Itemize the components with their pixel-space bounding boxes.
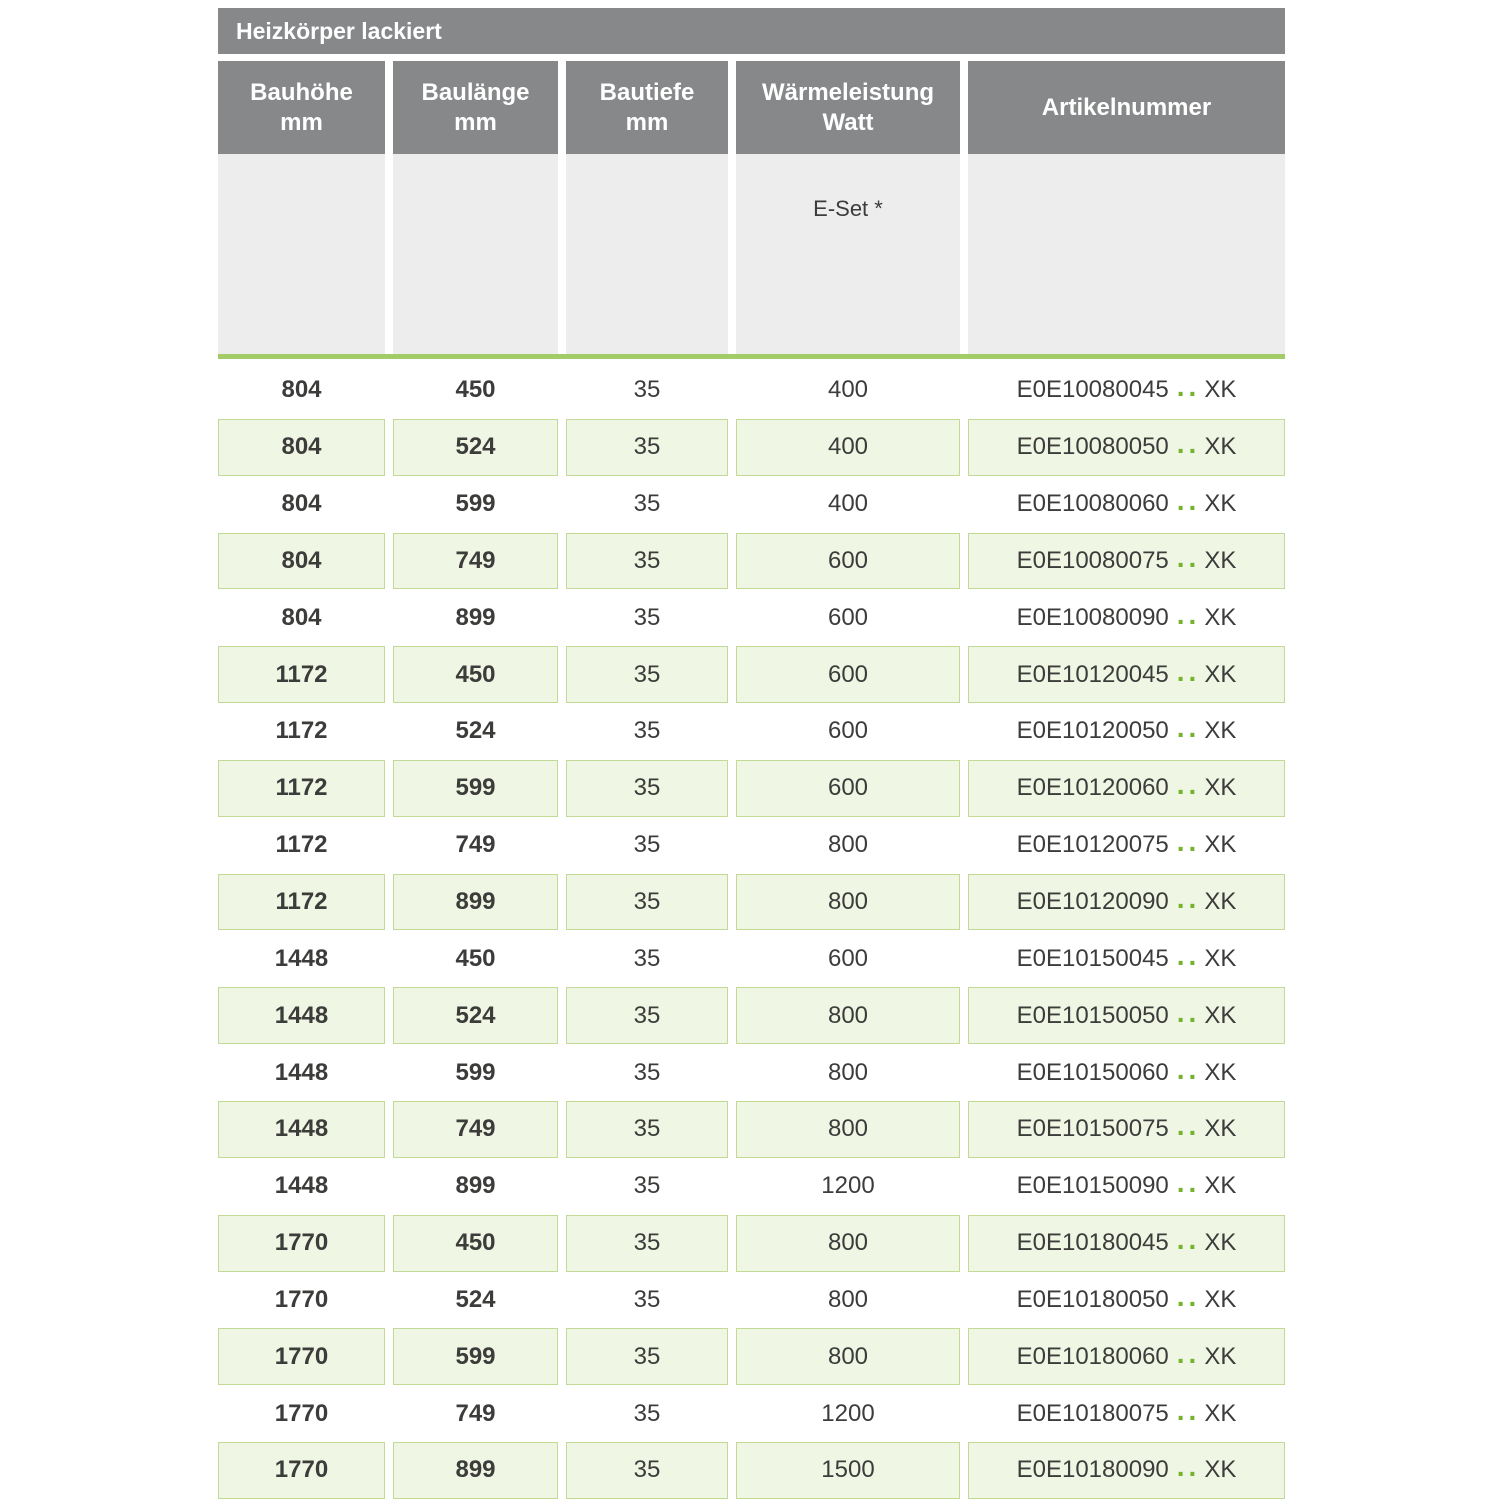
- table-cell: 1770: [218, 1272, 385, 1329]
- table-cell: 599: [393, 1044, 558, 1101]
- table-cell: 800: [736, 1044, 960, 1101]
- table-cell: 1172: [218, 817, 385, 874]
- table-cell: [968, 362, 1285, 419]
- table-cell: 35: [566, 1215, 728, 1272]
- column-header-0: [218, 61, 385, 154]
- article-number: E0E10150050: [1016, 1001, 1169, 1029]
- subheader-cell-1: [393, 154, 558, 354]
- table-cell: 804: [218, 419, 385, 476]
- column-header-label: Bautiefe: [599, 78, 695, 106]
- table-cell: [968, 1442, 1285, 1499]
- table-cell: 1448: [218, 1044, 385, 1101]
- column-header-3: [736, 61, 960, 154]
- column-header-label: mm: [280, 108, 323, 136]
- table-cell: 1172: [218, 874, 385, 931]
- table-cell: 1770: [218, 1215, 385, 1272]
- table-cell: 599: [393, 476, 558, 533]
- column-header-label: Watt: [822, 108, 874, 136]
- article-suffix: XK: [1204, 1342, 1237, 1370]
- table-cell: 599: [393, 760, 558, 817]
- table-cell: 1172: [218, 703, 385, 760]
- table-cell: 35: [566, 1442, 728, 1499]
- table-cell: 524: [393, 987, 558, 1044]
- article-suffix: XK: [1204, 1172, 1237, 1200]
- column-header-1: [393, 61, 558, 154]
- table-cell: 400: [736, 419, 960, 476]
- article-dots: ..: [1176, 1224, 1201, 1256]
- table-cell: [968, 1385, 1285, 1442]
- table-cell: 524: [393, 419, 558, 476]
- article-number: E0E10180060: [1016, 1342, 1169, 1370]
- table-cell: 450: [393, 362, 558, 419]
- article-number: E0E10180045: [1016, 1229, 1169, 1257]
- table-cell: 450: [393, 1215, 558, 1272]
- table-cell: 800: [736, 1328, 960, 1385]
- table-cell: [968, 874, 1285, 931]
- table-cell: 800: [736, 987, 960, 1044]
- article-number: E0E10180090: [1016, 1456, 1169, 1484]
- table-cell: 1448: [218, 930, 385, 987]
- table-cell: 899: [393, 589, 558, 646]
- table-cell: 35: [566, 419, 728, 476]
- table-cell: 600: [736, 930, 960, 987]
- column-header-label: Baulänge: [421, 78, 530, 106]
- article-dots: ..: [1176, 996, 1201, 1028]
- table-cell: 749: [393, 1385, 558, 1442]
- table-cell: 35: [566, 646, 728, 703]
- table-cell: 600: [736, 589, 960, 646]
- article-dots: ..: [1176, 712, 1201, 744]
- article-number: E0E10120045: [1016, 660, 1169, 688]
- article-suffix: XK: [1204, 603, 1237, 631]
- article-number: E0E10120060: [1016, 774, 1169, 802]
- article-number: E0E10150075: [1016, 1115, 1169, 1143]
- table-cell: 800: [736, 1272, 960, 1329]
- article-suffix: XK: [1204, 944, 1237, 972]
- article-suffix: XK: [1204, 1058, 1237, 1086]
- article-suffix: XK: [1204, 1229, 1237, 1257]
- table-cell: 35: [566, 1158, 728, 1215]
- table-cell: 35: [566, 874, 728, 931]
- article-dots: ..: [1176, 371, 1201, 403]
- article-number: E0E10080050: [1016, 433, 1169, 461]
- article-number: E0E10120075: [1016, 831, 1169, 859]
- table-cell: 600: [736, 760, 960, 817]
- article-dots: ..: [1176, 939, 1201, 971]
- table-cell: 35: [566, 476, 728, 533]
- subheader-cell-2: [566, 154, 728, 354]
- table-cell: [968, 703, 1285, 760]
- table-cell: 800: [736, 817, 960, 874]
- table-cell: 749: [393, 533, 558, 590]
- subheader-cell-0: [218, 154, 385, 354]
- article-dots: ..: [1176, 485, 1201, 517]
- article-number: E0E10180075: [1016, 1399, 1169, 1427]
- article-dots: ..: [1176, 1337, 1201, 1369]
- table-cell: 400: [736, 362, 960, 419]
- article-number: E0E10150060: [1016, 1058, 1169, 1086]
- table-cell: [968, 930, 1285, 987]
- article-dots: ..: [1176, 1167, 1201, 1199]
- table-cell: 35: [566, 362, 728, 419]
- article-dots: ..: [1176, 883, 1201, 915]
- table-cell: 800: [736, 874, 960, 931]
- table-cell: 35: [566, 1328, 728, 1385]
- column-header-label: Bauhöhe: [250, 78, 353, 106]
- table-cell: 804: [218, 362, 385, 419]
- table-cell: [968, 1101, 1285, 1158]
- article-suffix: XK: [1204, 546, 1237, 574]
- article-suffix: XK: [1204, 1001, 1237, 1029]
- table-cell: [968, 589, 1285, 646]
- article-suffix: XK: [1204, 1115, 1237, 1143]
- table-cell: 35: [566, 703, 728, 760]
- table-cell: 35: [566, 760, 728, 817]
- table-cell: 749: [393, 1101, 558, 1158]
- table-cell: 1172: [218, 760, 385, 817]
- article-number: E0E10120090: [1016, 888, 1169, 916]
- article-number: E0E10080060: [1016, 490, 1169, 518]
- table-cell: 804: [218, 476, 385, 533]
- article-dots: ..: [1176, 1394, 1201, 1426]
- table-cell: 35: [566, 533, 728, 590]
- table-cell: 1770: [218, 1442, 385, 1499]
- article-suffix: XK: [1204, 490, 1237, 518]
- table-cell: [968, 1158, 1285, 1215]
- table-cell: [968, 987, 1285, 1044]
- table-cell: [968, 1044, 1285, 1101]
- column-header-4: [968, 61, 1285, 154]
- table-cell: [968, 817, 1285, 874]
- article-suffix: XK: [1204, 1399, 1237, 1427]
- table-cell: 1448: [218, 987, 385, 1044]
- table-cell: 800: [736, 1215, 960, 1272]
- subheader-cell-4: [968, 154, 1285, 354]
- table-cell: 524: [393, 1272, 558, 1329]
- article-number: E0E10150090: [1016, 1172, 1169, 1200]
- article-suffix: XK: [1204, 831, 1237, 859]
- article-number: E0E10080045: [1016, 376, 1169, 404]
- table-cell: 1770: [218, 1328, 385, 1385]
- table-cell: [968, 476, 1285, 533]
- table-cell: [968, 1272, 1285, 1329]
- table-cell: 450: [393, 930, 558, 987]
- table-cell: 899: [393, 1442, 558, 1499]
- article-dots: ..: [1176, 428, 1201, 460]
- article-dots: ..: [1176, 826, 1201, 858]
- table-grid: [218, 61, 1285, 1499]
- table-cell: [968, 1215, 1285, 1272]
- article-number: E0E10180050: [1016, 1285, 1169, 1313]
- column-header-2: [566, 61, 728, 154]
- article-dots: ..: [1176, 598, 1201, 630]
- table-cell: 600: [736, 646, 960, 703]
- table-cell: 804: [218, 589, 385, 646]
- column-header-label: Wärmeleistung: [761, 78, 935, 106]
- table-cell: 35: [566, 1101, 728, 1158]
- article-dots: ..: [1176, 1451, 1201, 1483]
- table-cell: 35: [566, 817, 728, 874]
- table-cell: 524: [393, 703, 558, 760]
- table-cell: [968, 419, 1285, 476]
- table-cell: 899: [393, 874, 558, 931]
- column-header-label: Artikelnummer: [1041, 93, 1212, 121]
- article-number: E0E10080075: [1016, 546, 1169, 574]
- article-dots: ..: [1176, 1280, 1201, 1312]
- table-cell: 1172: [218, 646, 385, 703]
- article-suffix: XK: [1204, 774, 1237, 802]
- table-cell: 400: [736, 476, 960, 533]
- table-cell: 1448: [218, 1101, 385, 1158]
- table-cell: 450: [393, 646, 558, 703]
- table-cell: 749: [393, 817, 558, 874]
- article-suffix: XK: [1204, 888, 1237, 916]
- column-header-label: mm: [625, 108, 669, 136]
- table-cell: 800: [736, 1101, 960, 1158]
- table-cell: 35: [566, 1272, 728, 1329]
- article-dots: ..: [1176, 655, 1201, 687]
- table-title: Heizkörper lackiert: [236, 17, 442, 44]
- green-divider-line: [218, 354, 1285, 359]
- table-cell: 1200: [736, 1385, 960, 1442]
- table-cell: 35: [566, 930, 728, 987]
- article-dots: ..: [1176, 769, 1201, 801]
- table-cell: 1500: [736, 1442, 960, 1499]
- table-cell: 35: [566, 589, 728, 646]
- table-cell: 899: [393, 1158, 558, 1215]
- article-number: E0E10150045: [1016, 944, 1169, 972]
- article-dots: ..: [1176, 541, 1201, 573]
- table-cell: 35: [566, 1044, 728, 1101]
- column-header-label: mm: [454, 108, 497, 136]
- article-dots: ..: [1176, 1110, 1201, 1142]
- table-title-band: [218, 8, 1285, 54]
- subheader-cell-3: [736, 154, 960, 354]
- table-cell: [968, 1328, 1285, 1385]
- table-cell: 1200: [736, 1158, 960, 1215]
- article-suffix: XK: [1204, 433, 1237, 461]
- article-dots: ..: [1176, 1053, 1201, 1085]
- table-cell: 804: [218, 533, 385, 590]
- table-cell: 600: [736, 533, 960, 590]
- table-cell: 599: [393, 1328, 558, 1385]
- product-spec-table: [218, 8, 1285, 1499]
- article-suffix: XK: [1204, 717, 1237, 745]
- article-suffix: XK: [1204, 1456, 1237, 1484]
- table-cell: 600: [736, 703, 960, 760]
- table-cell: [968, 760, 1285, 817]
- table-cell: 1448: [218, 1158, 385, 1215]
- article-suffix: XK: [1204, 660, 1237, 688]
- article-number: E0E10120050: [1016, 717, 1169, 745]
- article-suffix: XK: [1204, 1285, 1237, 1313]
- table-cell: 35: [566, 1385, 728, 1442]
- article-number: E0E10080090: [1016, 603, 1169, 631]
- table-cell: 1770: [218, 1385, 385, 1442]
- table-cell: [968, 533, 1285, 590]
- article-suffix: XK: [1204, 376, 1237, 404]
- eset-label: E-Set *: [813, 196, 883, 221]
- table-cell: 35: [566, 987, 728, 1044]
- table-cell: [968, 646, 1285, 703]
